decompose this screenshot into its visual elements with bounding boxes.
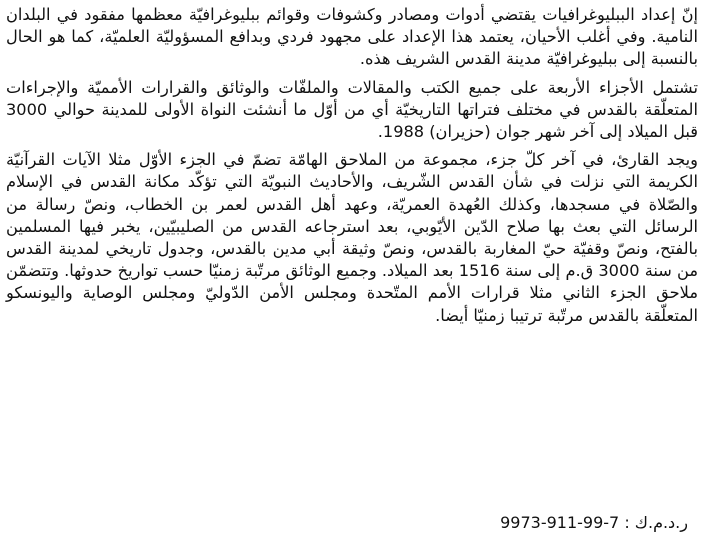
paragraph-2: تشتمل الأجزاء الأربعة على جميع الكتب والمقالات والملفّات والوثائق والقرارات الأمميّة والإجراءات المتعلّقة بالقدس في مختلف فتراتها التاريخيّة أي من أوّل ما أنشئت النواة الأولى للمدينة حوالي 3000 قبل الميلاد إلى آخر شهر جوان (حزيران) 1988. (6, 77, 698, 142)
paragraph-3: ويجد القارئ، في آخر كلّ جزء، مجموعة من الملاحق الهامّة تضمّ في الجزء الأوّل مثلا الآيات القرآنيّة الكريمة التي نزلت في شأن القدس الشّريف، والأحاديث النبويّة التي تؤكّد مكانة القدس في الإسلام والصّلاة في مسجدها، وكذلك العُهدة العمريّة، وعهد أهل القدس لعمر بن الخطاب، ونصّ رسالة من الرسائل التي بعث بها صلاح الدّين الأيّوبي، بعد استرجاعه القدس من الصليبيّين، يخبر فيها المسلمين بالفتح، ونصّ وقفيّة حيّ المغاربة بالقدس، ونصّ وثيقة أبي مدين بالقدس، وجدول تاريخي لمدينة القدس من سنة 3000 ق.م إلى سنة 1516 بعد الميلاد. وجميع الوثائق مرتّبة زمنيّا حسب تواريخ حدوثها. وتتضمّن ملاحق الجزء الثاني مثلا قرارات الأمم المتّحدة ومجلس الأمن الدّوليّ ومجلس الوصاية واليونسكو المتعلّقة بالقدس مرتّبة ترتيبا زمنيّا أيضا. (6, 150, 698, 325)
isbn-label: ر.د.م.ك : (624, 513, 688, 532)
isbn-line (500, 512, 688, 534)
isbn-number: 9973-911-99-7 (500, 513, 620, 532)
paragraph-1: إنّ إعداد الببليوغرافيات يقتضي أدوات ومصادر وكشوفات وقوائم ببليوغرافيّة معظمها مفقود في البلدان النامية. وفي أغلب الأحيان، يعتمد هذا الإعداد على مجهود فردي وبدافع المسؤوليّة العلميّة، كما هو الحال بالنسبة إلى ببليوغرافيّة مدينة القدس الشريف هذه. (6, 5, 698, 69)
